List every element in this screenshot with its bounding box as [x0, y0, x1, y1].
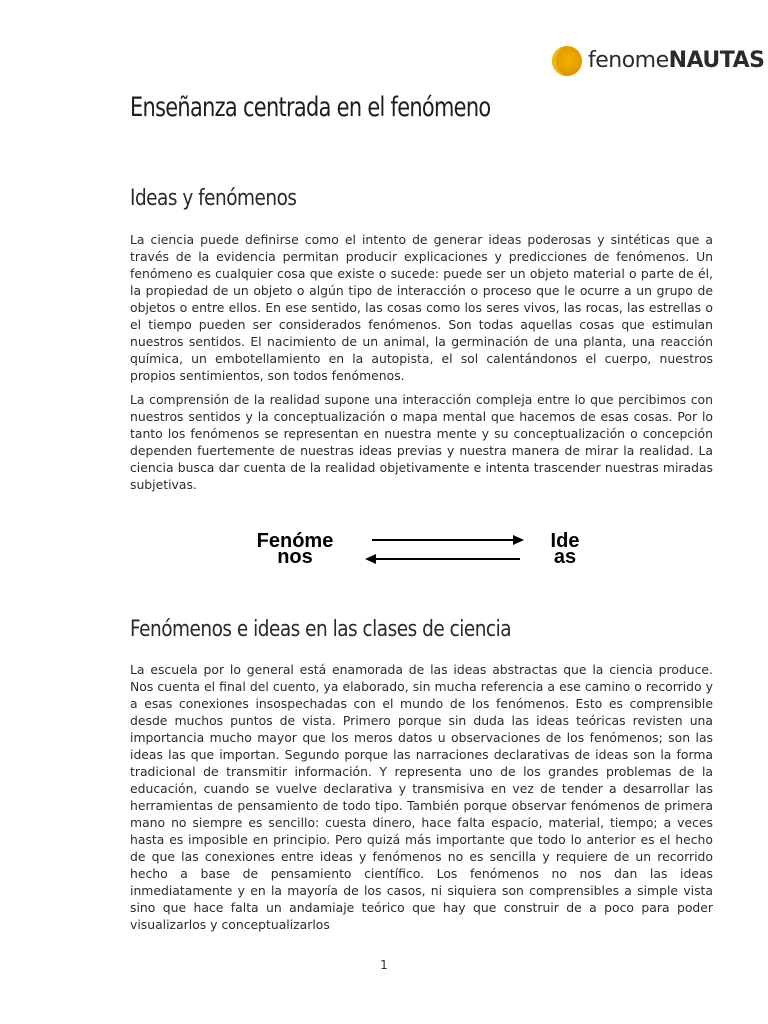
arrow-right-head-icon [513, 535, 524, 545]
paragraph-2: La comprensión de la realidad supone una interacción compleja entre lo que percibimos con nuestros sentidos y la conceptualización o mapa mental que hacemos de esas cosas. Por lo tanto los fenómenos se representan en nuestra mente y su conceptualización o concepción dependen fuertemente de nuestras ideas previas y nuestra manera de mirar la realidad. La ciencia busca dar cuenta de la realidad objetivamente e intenta trascender nuestras miradas subjetivas. [130, 392, 713, 492]
page-number: 1 [380, 958, 388, 972]
section-heading-ideas-fenomenos: Ideas y fenómenos [130, 186, 297, 211]
diagram-label-ideas-line1: Ide [550, 530, 580, 552]
logo-text [588, 50, 764, 72]
diagram-label-ideas [530, 530, 600, 568]
section-heading-clases-ciencia: Fenómenos e ideas en las clases de ciencia [130, 617, 512, 642]
fenomenos-ideas-diagram [230, 525, 610, 575]
diagram-label-fenomenos-line1: Fenóme [256, 530, 334, 552]
page-title: Enseñanza centrada en el fenómeno [130, 92, 491, 123]
paragraph-1: La ciencia puede definirse como el intento de generar ideas poderosas y sintéticas que a través de la evidencia permitan producir explicaciones y predicciones de fenómenos. Un fenómeno es cualquier cosa que existe o sucede: puede ser un objeto material o parte de él, la propiedad de un objeto o algún tipo de interacción o proceso que le ocurre a un grupo de objetos o entre ellos. En ese sentido, las cosas como los seres vivos, las rocas, las estrellas o el tiempo pueden ser considerados fenómenos. Son todas aquellas cosas que estimulan nuestros sentidos. El nacimiento de un animal, la germinación de una planta, una reacción química, un embotellamiento en la autopista, el sol calentándonos el cuerpo, nuestros propios sentimientos, son todos fenómenos. [130, 232, 713, 383]
logo-text-bold: NAUTAS [668, 48, 765, 73]
logo-mark-icon [552, 46, 582, 76]
diagram-label-ideas-line2: as [553, 546, 577, 568]
logo [552, 44, 765, 78]
diagram-label-fenomenos-line2: nos [277, 546, 313, 568]
paragraph-3: La escuela por lo general está enamorada de las ideas abstractas que la ciencia produce. Nos cuenta el final del cuento, ya elaborado, sin mucha referencia a ese camino o recorrido y a esas conexiones insospechadas con el mundo de los fenómenos. Esto es comprensible desde muchos puntos de vista. Primero porque sin duda las ideas teóricas revisten una importancia mucho mayor que los meros datos u observaciones de los fenómenos; son las ideas las que importan. Segundo porque las narraciones declarativas de ideas son la forma tradicional de transmitir información. Y representa uno de los grandes problemas de la educación, cuando se vuelve declarativa y transmisiva en vez de tender a desarrollar las herramientas de pensamiento de todo tipo. También porque observar fenómenos de primera mano no siempre es sencillo: cuesta dinero, hace falta espacio, material, tiempo; a veces hasta es imposible en principio. Pero quizá más importante que todo lo anterior es el hecho de que las conexiones entre ideas y fenómenos no es sencilla y requiere de un recorrido hecho a base de pensamiento científico. Los fenómenos no nos dan las ideas inmediatamente y en la mayoría de los casos, ni siquiera son comprensibles a simple vista sino que hace falta un andamiaje teórico que hay que construir de a poco para poder visualizarlos y conceptualizarlos [130, 662, 713, 932]
arrow-left-head-icon [365, 554, 376, 564]
logo-text-light: fenome [588, 48, 669, 73]
